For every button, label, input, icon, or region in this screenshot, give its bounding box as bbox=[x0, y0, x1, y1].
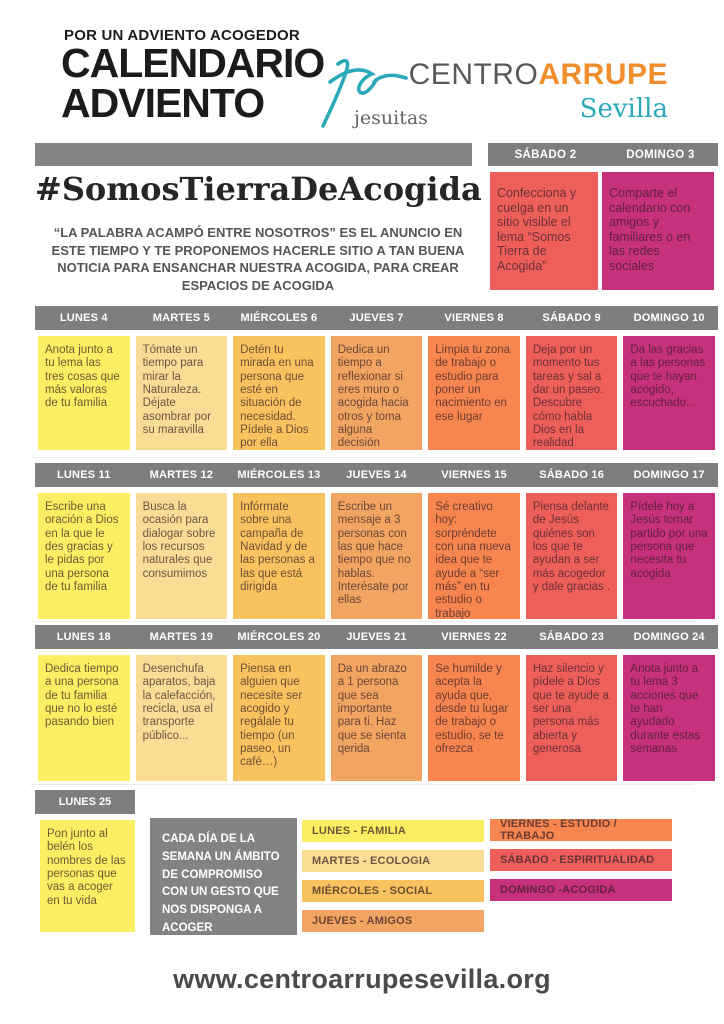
jesuitas-wordmark: jesuitas bbox=[354, 107, 428, 129]
legend-description-box: CADA DÍA DE LA SEMANA UN ÁMBITO DE COMPROMISO CON UN GESTO QUE NOS DISPONGA A ACOGER bbox=[150, 818, 297, 935]
brand-wordmark bbox=[409, 58, 668, 92]
day-header-martes-12: MARTES 12 bbox=[149, 469, 214, 481]
brand-lockup bbox=[409, 58, 668, 124]
calendar-cell-jueves-14: Escribe un mensaje a 3 personas con las que hace tiempo que no hablas. Interésate por ellas bbox=[331, 493, 423, 619]
calendar-cell-martes-12: Busca la ocasión para dialogar sobre los recursos naturales que consumimos bbox=[136, 493, 228, 619]
day-header-lunes-11: LUNES 11 bbox=[56, 469, 111, 481]
legend-item-jueves-amigos: JUEVES - AMIGOS bbox=[302, 910, 484, 932]
calendar-cell-sabado-16: Piensa delante de Jesús quiénes son los que te ayudan a ser más acogedor y dale gracias . bbox=[526, 493, 618, 619]
legend-item-miercoles-social: MIÉRCOLES - SOCIAL bbox=[302, 880, 484, 902]
row-separator bbox=[30, 784, 694, 785]
divider-bar bbox=[35, 143, 472, 166]
calendar-cell-lunes-18: Dedica tiempo a una persona de tu familia que no lo esté pasando bien bbox=[38, 655, 130, 781]
weekend-header-bar bbox=[488, 143, 718, 166]
calendar-cell-martes-19: Desenchufa aparatos, baja la calefacción, recicla, usa el transporte público... bbox=[136, 655, 228, 781]
day-header-domingo-3: DOMINGO 3 bbox=[626, 148, 695, 161]
day-header-jueves-7: JUEVES 7 bbox=[349, 312, 404, 324]
poster-title-line1: CALENDARIO bbox=[61, 40, 325, 86]
calendar-cell-martes-5: Tómate un tiempo para mirar la Naturaleza. Déjate asombrar por su maravilla bbox=[136, 336, 228, 450]
legend-item-lunes-familia: LUNES - FAMILIA bbox=[302, 820, 484, 842]
day-header-viernes-8: VIERNES 8 bbox=[444, 312, 504, 324]
day-header-viernes-22: VIERNES 22 bbox=[441, 631, 507, 643]
week3-header-bar bbox=[35, 625, 718, 649]
footer-url: www.centroarrupesevilla.org bbox=[173, 964, 551, 994]
day-header-jueves-21: JUEVES 21 bbox=[346, 631, 407, 643]
day-header-sabado-9: SÁBADO 9 bbox=[542, 312, 601, 324]
calendar-cell-lunes-4: Anota junto a tu lema las tres cosas que más valoras de tu familia bbox=[38, 336, 130, 450]
day-header-miercoles-20: MIÉRCOLES 20 bbox=[237, 631, 321, 643]
day-header-lunes-25 bbox=[35, 790, 135, 814]
day-header-sabado-23: SÁBADO 23 bbox=[539, 631, 605, 643]
calendar-cell-miercoles-20: Piensa en alguien que necesite ser acogido y regálale tu tiempo (un paseo, un café…) bbox=[233, 655, 325, 781]
day-header-martes-19: MARTES 19 bbox=[149, 631, 214, 643]
day-header-domingo-10: DOMINGO 10 bbox=[633, 312, 705, 324]
calendar-cell-domingo-10: Da las gracias a las personas que te hayan acogido, escuchado... bbox=[623, 336, 715, 450]
row-separator bbox=[30, 457, 694, 458]
week2-header-bar bbox=[35, 463, 718, 487]
legend-item-domingo-acogida: DOMINGO -ACOGIDA bbox=[490, 879, 672, 901]
day-header-sabado-16: SÁBADO 16 bbox=[539, 469, 605, 481]
brand-arrupe: ARRUPE bbox=[538, 58, 668, 91]
day-header-lunes-25-label: LUNES 25 bbox=[58, 796, 112, 808]
week2-cells bbox=[38, 493, 715, 619]
calendar-cell-viernes-8: Limpia tu zona de trabajo o estudio para poner un nacimiento en ese lugar bbox=[428, 336, 520, 450]
calendar-cell-miercoles-6: Detén tu mirada en una persona que esté en situación de necesidad. Pídele a Dios por ella bbox=[233, 336, 325, 450]
week1-header-bar bbox=[35, 306, 718, 330]
calendar-cell-domingo-3: Comparte el calendario con amigos y familiares o en las redes sociales bbox=[602, 172, 714, 290]
calendar-cell-sabado-9: Deja por un momento tus tareas y sal a dar un paseo. Descubre cómo habla Dios en la realidad bbox=[526, 336, 618, 450]
calendar-cell-lunes-11: Escribe una oración a Dios en la que le des gracias y le pidas por una persona de tu familia bbox=[38, 493, 130, 619]
poster-title-line2: ADVIENTO bbox=[61, 79, 265, 126]
calendar-cell-sabado-2: Confecciona y cuelga en un sitio visible el lema “Somos Tierra de Acogida” bbox=[490, 172, 598, 290]
calendar-cell-jueves-21: Da un abrazo a 1 persona que sea importante para ti. Haz que se sienta qerida bbox=[331, 655, 423, 781]
week1-cells bbox=[38, 336, 715, 450]
day-header-lunes-4: LUNES 4 bbox=[59, 312, 108, 324]
day-header-martes-5: MARTES 5 bbox=[152, 312, 210, 324]
day-header-lunes-18: LUNES 18 bbox=[56, 631, 111, 643]
row-separator bbox=[30, 621, 694, 622]
calendar-cell-miercoles-13: Infórmate sobre una campaña de Navidad y de las personas a las que está dirigida bbox=[233, 493, 325, 619]
day-header-miercoles-13: MIÉRCOLES 13 bbox=[237, 469, 321, 481]
calendar-cell-domingo-17: Pídele hoy a Jesús tomar partido por una persona que necesita tu acogida bbox=[623, 493, 715, 619]
intro-text: “LA PALABRA ACAMPÓ ENTRE NOSOTROS” ES EL ANUNCIO EN ESTE TIEMPO Y TE PROPONEMOS HACERLE SITIO A TAN BUENA NOTICIA PARA ENSANCHAR NUESTRA ACOGIDA, PARA CREAR ESPACIOS DE ACOGIDA bbox=[51, 225, 465, 293]
brand-city: Sevilla bbox=[579, 94, 668, 124]
calendar-cell-domingo-24: Anota junto a tu lema 3 acciones que te han ayudado durante estas semanas bbox=[623, 655, 715, 781]
legend-item-viernes-estudio-trabajo: VIERNES - ESTUDIO / TRABAJO bbox=[490, 819, 672, 841]
calendar-cell-viernes-15: Sé creativo hoy: sorpréndete con una nueva idea que te ayude a “ser más” en tu estudio o trabajo bbox=[428, 493, 520, 619]
day-header-sabado-2: SÁBADO 2 bbox=[514, 148, 577, 161]
day-header-domingo-24: DOMINGO 24 bbox=[633, 631, 705, 643]
legend-item-sabado-espiritualidad: SÁBADO - ESPIRITUALIDAD bbox=[490, 849, 672, 871]
hashtag-title: #SomosTierraDeAcogida bbox=[35, 170, 482, 208]
calendar-cell-sabado-23: Haz silencio y pídele a Dios que te ayude a ser una persona más abierta y generosa bbox=[526, 655, 618, 781]
kicker-text: POR UN ADVIENTO ACOGEDOR bbox=[64, 27, 300, 44]
calendar-cell-viernes-22: Se humilde y acepta la ayuda que, desde tu lugar de trabajo o estudio, se te ofrezca bbox=[428, 655, 520, 781]
day-header-viernes-15: VIERNES 15 bbox=[441, 469, 507, 481]
day-header-miercoles-6: MIÉRCOLES 6 bbox=[240, 312, 318, 324]
week3-cells bbox=[38, 655, 715, 781]
brand-centro: CENTRO bbox=[408, 58, 539, 91]
calendar-cell-jueves-7: Dedica un tiempo a reflexionar si eres muro o acogida hacia otros y toma alguna decisión bbox=[331, 336, 423, 450]
day-header-domingo-17: DOMINGO 17 bbox=[633, 469, 705, 481]
poster-title bbox=[61, 40, 325, 126]
calendar-cell-lunes-25: Pon junto al belén los nombres de las personas que vas a acoger en tu vida bbox=[40, 820, 135, 932]
legend-item-martes-ecologia: MARTES - ECOLOGIA bbox=[302, 850, 484, 872]
day-header-jueves-14: JUEVES 14 bbox=[346, 469, 407, 481]
